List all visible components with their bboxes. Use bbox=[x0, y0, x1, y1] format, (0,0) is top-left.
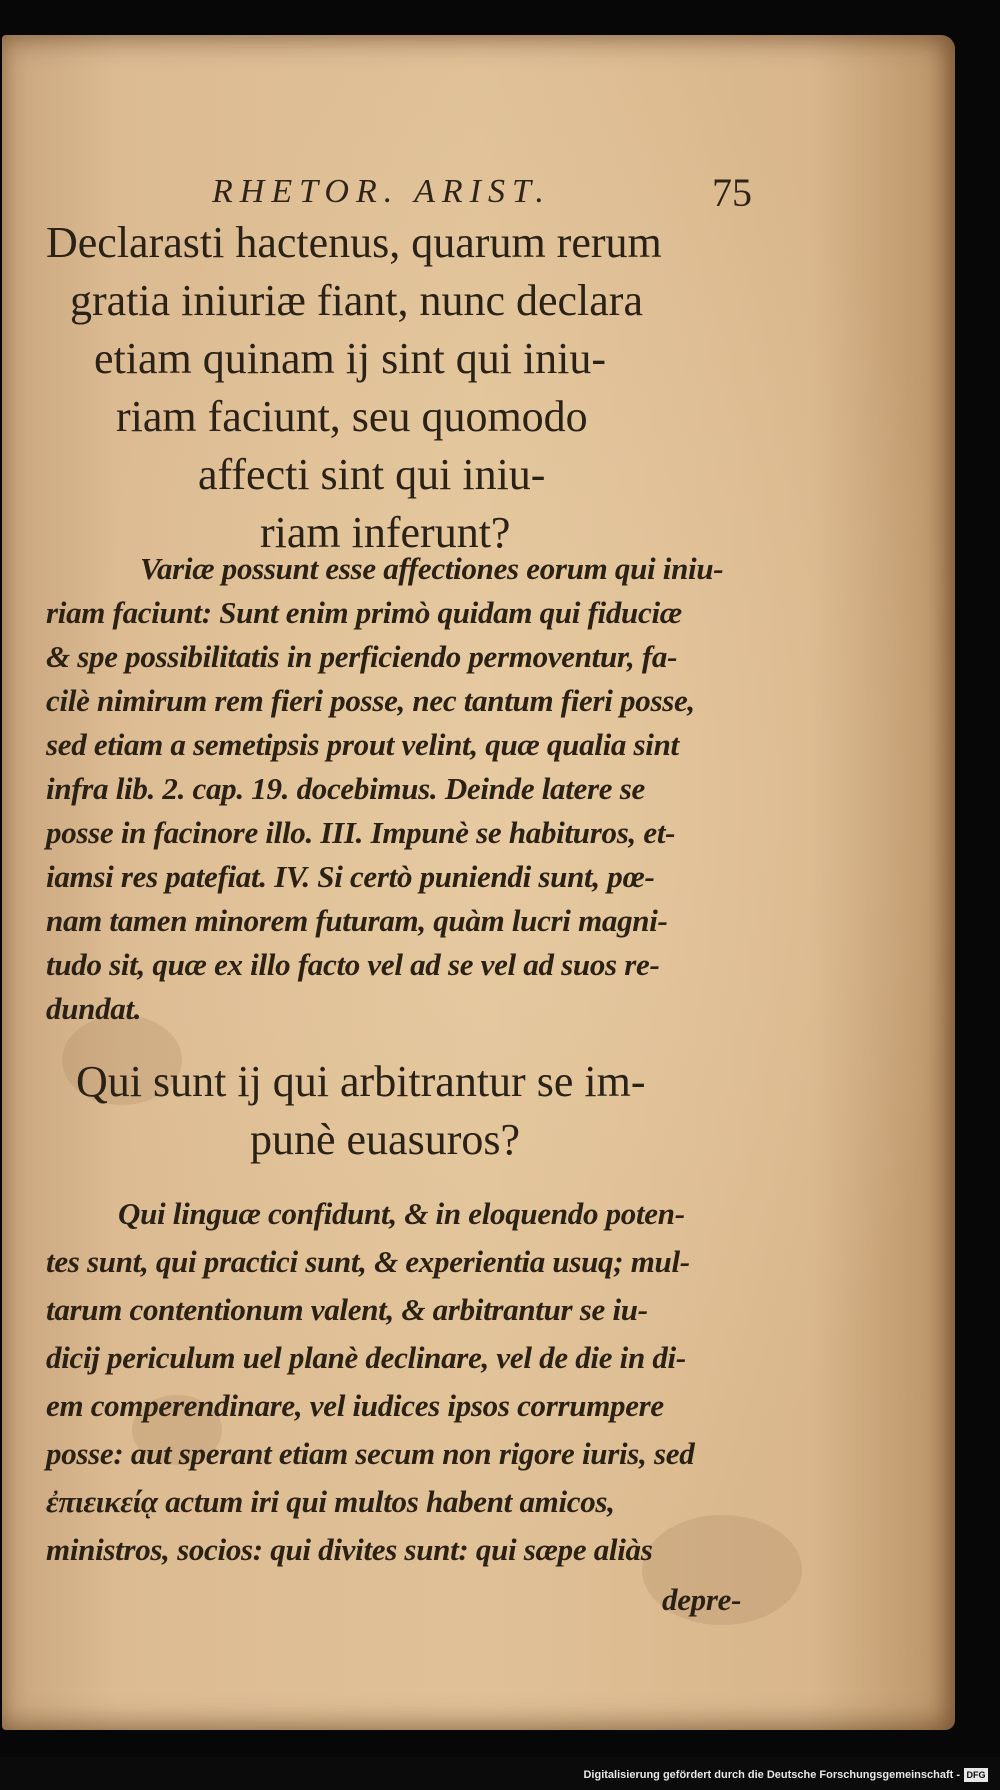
digitization-footer bbox=[0, 1757, 1000, 1790]
text-line: punè euasuros? bbox=[250, 1115, 521, 1164]
text-line: infra lib. 2. cap. 19. docebimus. Deinde latere se bbox=[46, 771, 645, 806]
text-line: Declarasti hactenus, quarum rerum bbox=[46, 218, 662, 267]
text-line: ministros, socios: qui divites sunt: qui sæpe aliàs bbox=[46, 1532, 653, 1567]
text-line: sed etiam a semetipsis prout velint, quæ qualia sint bbox=[46, 727, 679, 762]
catchword: depre- bbox=[662, 1582, 742, 1617]
text-line: nam tamen minorem futuram, quàm lucri magni- bbox=[46, 903, 668, 938]
text-line: Qui linguæ confidunt, & in eloquendo poten- bbox=[118, 1196, 685, 1231]
text-line: etiam quinam ij sint qui iniu- bbox=[94, 334, 607, 383]
text-line: riam faciunt: Sunt enim primò quidam qui fiduciæ bbox=[46, 595, 682, 630]
text-line: ἐπιεικείᾳ actum iri qui multos habent amicos, bbox=[46, 1484, 615, 1519]
page-number: 75 bbox=[712, 170, 752, 215]
text-line: tudo sit, quæ ex illo facto vel ad se vel ad suos re- bbox=[46, 947, 660, 982]
dfg-logo: DFG bbox=[964, 1768, 988, 1782]
text-line: tarum contentionum valent, & arbitrantur se iu- bbox=[46, 1292, 648, 1327]
text-line: posse: aut sperant etiam secum non rigore iuris, sed bbox=[46, 1436, 695, 1471]
page-header bbox=[2, 165, 955, 215]
book-page bbox=[2, 35, 955, 1730]
text-line: riam faciunt, seu quomodo bbox=[116, 392, 588, 441]
text-line: cilè nimirum rem fieri posse, nec tantum fieri posse, bbox=[46, 683, 695, 718]
text-line: Variæ possunt esse affectiones eorum qui iniu- bbox=[140, 551, 724, 586]
text-line: & spe possibilitatis in perficiendo permoventur, fa- bbox=[46, 639, 678, 674]
text-line: riam inferunt? bbox=[260, 508, 511, 557]
text-line: affecti sint qui iniu- bbox=[198, 450, 546, 499]
text-line: dundat. bbox=[46, 991, 142, 1026]
text-line: tes sunt, qui practici sunt, & experientia usuq; mul- bbox=[46, 1244, 690, 1279]
funding-credit: Digitalisierung gefördert durch die Deutsche Forschungsgemeinschaft - bbox=[583, 1769, 960, 1781]
text-line: iamsi res patefiat. IV. Si certò puniendi sunt, pœ- bbox=[46, 859, 655, 894]
text-line: dicij periculum uel planè declinare, vel de die in di- bbox=[46, 1340, 686, 1375]
text-line: posse in facinore illo. III. Impunè se habituros, et- bbox=[46, 815, 676, 850]
text-line: Qui sunt ij qui arbitrantur se im- bbox=[76, 1057, 646, 1106]
running-title: RHETOR. ARIST. bbox=[212, 173, 551, 210]
text-line: gratia iniuriæ fiant, nunc declara bbox=[70, 276, 643, 325]
text-line: em comperendinare, vel iudices ipsos corrumpere bbox=[46, 1388, 664, 1423]
